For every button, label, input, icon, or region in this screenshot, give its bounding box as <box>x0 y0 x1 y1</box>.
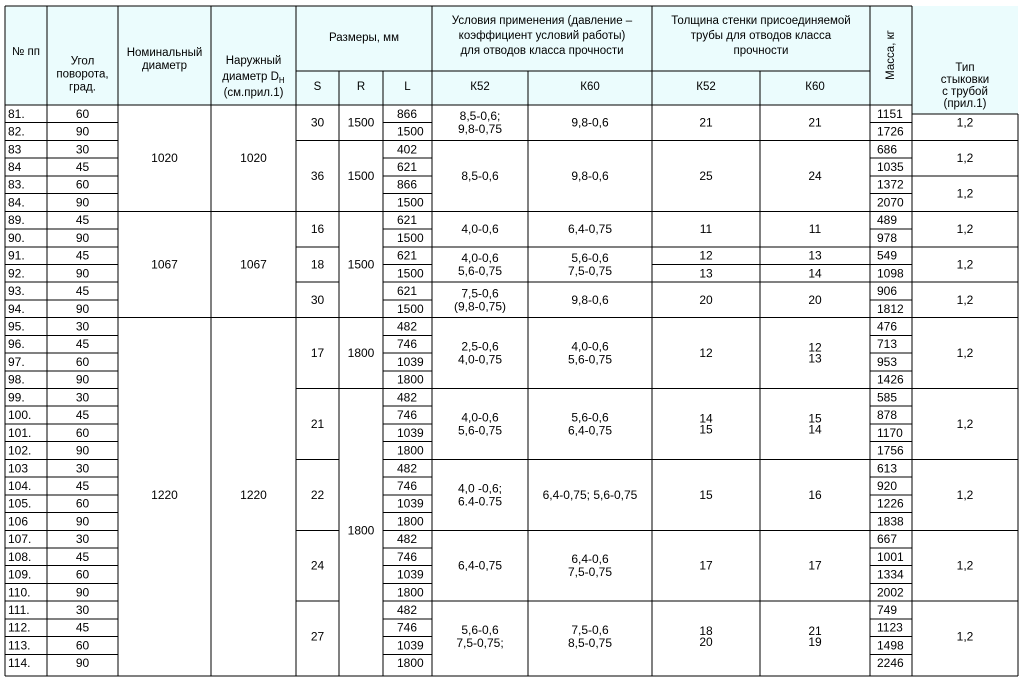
wall-k52: 18 <box>699 624 713 639</box>
row-mass: 713 <box>877 337 898 352</box>
radius-r: 1800 <box>347 346 375 361</box>
header-l: L <box>404 81 411 93</box>
joint-type: 1,2 <box>956 558 974 573</box>
condition-k60: 5,6-0,6 <box>571 250 609 265</box>
joint-type: 1,2 <box>956 487 974 502</box>
row-number: 97. <box>8 354 25 369</box>
row-mass: 1498 <box>877 638 904 653</box>
row-length: 746 <box>397 337 418 352</box>
row-mass: 906 <box>877 284 898 299</box>
row-mass: 1001 <box>877 549 904 564</box>
row-length: 1500 <box>397 124 424 139</box>
condition-k52: 8,5-0,6; <box>459 109 501 124</box>
row-mass: 585 <box>877 390 898 405</box>
row-mass: 1226 <box>877 496 904 511</box>
header-wall-k60: К60 <box>805 81 825 93</box>
wall-k60: 13 <box>808 351 822 366</box>
row-number: 104. <box>8 478 32 493</box>
wall-s: 21 <box>310 416 325 431</box>
wall-k60: 20 <box>808 292 822 307</box>
condition-k60: 6,4-0,75; 5,6-0,75 <box>542 487 638 502</box>
joint-type: 1,2 <box>956 346 974 361</box>
row-mass: 686 <box>877 142 898 157</box>
row-mass: 2070 <box>877 195 904 210</box>
joint-type: 1,2 <box>956 416 974 431</box>
row-mass: 667 <box>877 532 898 547</box>
row-angle: 90 <box>75 443 90 458</box>
wall-k52: 11 <box>699 222 713 237</box>
joint-type: 1,2 <box>956 257 974 272</box>
row-mass: 1372 <box>877 177 904 192</box>
wall-k52: 14 <box>699 411 713 426</box>
row-length: 621 <box>397 284 418 299</box>
row-length: 621 <box>397 160 418 175</box>
row-angle: 90 <box>75 124 90 139</box>
row-angle: 90 <box>75 230 90 245</box>
row-number: 102. <box>8 443 32 458</box>
row-length: 402 <box>397 142 418 157</box>
row-mass: 878 <box>877 408 898 423</box>
wall-k52: 12 <box>699 346 713 361</box>
radius-r: 1500 <box>347 168 375 183</box>
row-number: 81. <box>8 106 25 121</box>
header-wall-k52: К52 <box>696 81 716 93</box>
row-angle: 60 <box>75 567 90 582</box>
joint-type: 1,2 <box>956 186 974 201</box>
wall-k60: 21 <box>808 624 822 639</box>
row-angle: 90 <box>75 656 90 671</box>
row-number: 113. <box>8 638 31 653</box>
row-length: 1039 <box>397 425 424 440</box>
row-mass: 489 <box>877 213 898 228</box>
condition-k52: 7,5-0,75; <box>456 636 504 651</box>
row-mass: 1812 <box>877 301 904 316</box>
header-nominal-diameter: Номинальный <box>126 47 203 59</box>
row-angle: 60 <box>75 354 90 369</box>
row-number: 107. <box>8 532 32 547</box>
header-number: № пп <box>12 46 40 58</box>
row-angle: 30 <box>75 142 90 157</box>
row-number: 82. <box>8 124 25 139</box>
nominal-diameter: 1020 <box>151 151 178 166</box>
row-length: 1800 <box>397 656 424 671</box>
row-mass: 920 <box>877 478 898 493</box>
row-number: 83 <box>8 142 22 157</box>
row-mass: 1726 <box>877 124 904 139</box>
condition-k52: 6.4-0.75 <box>457 494 503 509</box>
row-mass: 1170 <box>877 425 903 440</box>
row-angle: 60 <box>75 106 90 121</box>
outer-diameter: 1220 <box>240 487 267 502</box>
row-length: 482 <box>397 390 418 405</box>
radius-r: 1500 <box>347 115 375 130</box>
condition-k60: 7,5-0,75 <box>567 565 613 580</box>
wall-k60: 24 <box>808 168 822 183</box>
row-length: 746 <box>397 549 418 564</box>
row-angle: 45 <box>75 549 90 564</box>
wall-s: 18 <box>310 257 325 272</box>
header-outer-diameter: Наружный <box>225 55 282 67</box>
wall-k52: 12 <box>699 248 713 263</box>
wall-k52: 20 <box>699 635 713 650</box>
condition-k60: 8,5-0,75 <box>567 636 613 651</box>
wall-k52: 15 <box>699 487 713 502</box>
wall-k60: 14 <box>808 266 822 281</box>
row-number: 91. <box>8 248 25 263</box>
row-angle: 45 <box>75 337 90 352</box>
condition-k60: 5,6-0,75 <box>567 352 613 367</box>
row-mass: 549 <box>877 248 898 263</box>
header-outer-diameter: (см.прил.1) <box>223 87 284 99</box>
wall-s: 24 <box>310 558 325 573</box>
row-mass: 978 <box>877 230 898 245</box>
condition-k52: 4,0-0,6 <box>461 410 499 425</box>
row-length: 866 <box>397 106 418 121</box>
header-sizes: Размеры, мм <box>329 32 399 44</box>
row-number: 94. <box>8 301 25 316</box>
row-length: 1500 <box>397 266 424 281</box>
row-mass: 953 <box>877 354 898 369</box>
row-mass: 1151 <box>877 106 903 121</box>
header-cond-k60: К60 <box>580 81 600 93</box>
row-number: 95. <box>8 319 25 334</box>
header-joint-type: стыковки <box>940 74 990 86</box>
condition-k52: 4,0-0,6 <box>461 222 499 237</box>
row-mass: 613 <box>877 461 898 476</box>
row-mass: 1756 <box>877 443 904 458</box>
row-number: 109. <box>8 567 32 582</box>
row-length: 1039 <box>397 567 424 582</box>
row-number: 100. <box>8 408 32 423</box>
condition-k60: 6,4-0,75 <box>567 423 613 438</box>
condition-k52: 5,6-0,75 <box>457 423 503 438</box>
row-angle: 90 <box>75 266 90 281</box>
header-conditions: Условия применения (давление – <box>451 15 633 27</box>
condition-k52: (9,8-0,75) <box>453 299 507 314</box>
wall-s: 17 <box>310 346 325 361</box>
row-number: 105. <box>8 496 32 511</box>
row-angle: 45 <box>75 248 90 263</box>
row-length: 1039 <box>397 638 424 653</box>
radius-r: 1500 <box>347 257 375 272</box>
row-length: 482 <box>397 319 418 334</box>
wall-k52: 21 <box>699 115 713 130</box>
wall-s: 30 <box>310 115 325 130</box>
row-length: 621 <box>397 248 418 263</box>
row-length: 482 <box>397 461 418 476</box>
wall-k60: 11 <box>808 222 822 237</box>
row-number: 101. <box>8 425 32 440</box>
joint-type: 1,2 <box>956 292 974 307</box>
header-wall-thickness: Толщина стенки присоединяемой <box>671 15 851 27</box>
row-mass: 476 <box>877 319 898 334</box>
joint-type: 1,2 <box>956 115 974 130</box>
condition-k52: 2,5-0,6 <box>461 339 499 354</box>
row-number: 90. <box>8 230 25 245</box>
header-wall-thickness: прочности <box>733 45 789 57</box>
row-length: 482 <box>397 603 418 618</box>
row-length: 1500 <box>397 301 424 316</box>
row-number: 89. <box>8 213 25 228</box>
outer-diameter: 1067 <box>240 257 267 272</box>
row-number: 106 <box>8 514 29 529</box>
row-angle: 90 <box>75 195 90 210</box>
row-number: 99. <box>8 390 25 405</box>
row-mass: 1838 <box>877 514 904 529</box>
wall-k60: 13 <box>808 248 822 263</box>
header-nominal-diameter: диаметр <box>141 60 188 72</box>
row-angle: 45 <box>75 213 90 228</box>
row-angle: 30 <box>75 603 90 618</box>
wall-k60: 12 <box>808 340 822 355</box>
row-number: 108. <box>8 549 32 564</box>
row-mass: 2002 <box>877 585 904 600</box>
row-length: 1500 <box>397 230 424 245</box>
header-angle: поворота, <box>56 68 109 81</box>
wall-k60: 17 <box>808 558 822 573</box>
row-length: 621 <box>397 213 418 228</box>
header-conditions: коэффициент условий работы) <box>458 30 626 42</box>
condition-k60: 4,0-0,6 <box>571 339 609 354</box>
condition-k52: 5,6-0,6 <box>461 623 499 638</box>
row-number: 96. <box>8 337 25 352</box>
condition-k52: 5,6-0,75 <box>457 263 503 278</box>
wall-s: 27 <box>310 629 325 644</box>
header-s: S <box>313 81 322 93</box>
row-number: 93. <box>8 284 25 299</box>
outer-diameter: 1020 <box>240 151 267 166</box>
row-number: 98. <box>8 372 25 387</box>
row-mass: 1426 <box>877 372 904 387</box>
header-angle: Угол <box>70 55 95 68</box>
row-mass: 749 <box>877 603 898 618</box>
header-conditions: для отводов класса прочности <box>460 45 624 57</box>
condition-k52: 4,0-0,75 <box>457 352 503 367</box>
header-mass: Масса, кг <box>885 30 897 80</box>
row-number: 114. <box>8 656 31 671</box>
row-length: 866 <box>397 177 418 192</box>
row-length: 1800 <box>397 372 424 387</box>
header-cond-k52: К52 <box>470 81 490 93</box>
row-angle: 45 <box>75 408 90 423</box>
wall-k52: 13 <box>699 266 713 281</box>
wall-k52: 17 <box>699 558 713 573</box>
row-number: 92. <box>8 266 25 281</box>
row-number: 84. <box>8 195 25 210</box>
condition-k60: 7,5-0,6 <box>571 623 609 638</box>
row-mass: 1098 <box>877 266 904 281</box>
header-joint-type: Тип <box>955 62 975 74</box>
row-number: 112. <box>8 620 31 635</box>
row-angle: 30 <box>75 319 90 334</box>
row-number: 110. <box>8 585 31 600</box>
joint-type: 1,2 <box>956 151 974 166</box>
row-mass: 1334 <box>877 567 904 582</box>
row-number: 84 <box>8 160 22 175</box>
row-angle: 45 <box>75 620 90 635</box>
joint-type: 1,2 <box>956 629 974 644</box>
condition-k60: 5,6-0,6 <box>571 410 609 425</box>
row-mass: 1123 <box>877 620 903 635</box>
joint-type: 1,2 <box>956 222 974 237</box>
condition-k52: 4,0 -0,6; <box>457 481 503 496</box>
row-angle: 30 <box>75 532 90 547</box>
row-angle: 60 <box>75 177 90 192</box>
row-length: 746 <box>397 478 418 493</box>
wall-k52: 25 <box>699 168 713 183</box>
row-length: 1039 <box>397 354 424 369</box>
condition-k60: 9,8-0,6 <box>571 115 609 130</box>
row-length: 746 <box>397 408 418 423</box>
row-number: 103 <box>8 461 29 476</box>
row-angle: 30 <box>75 461 90 476</box>
wall-k60: 19 <box>808 635 822 650</box>
condition-k52: 9,8-0,75 <box>457 122 503 137</box>
row-angle: 30 <box>75 390 90 405</box>
wall-k60: 16 <box>808 487 822 502</box>
row-number: 83. <box>8 177 25 192</box>
row-length: 1800 <box>397 585 424 600</box>
wall-s: 22 <box>310 487 325 502</box>
wall-k52: 15 <box>699 422 713 437</box>
row-length: 1500 <box>397 195 424 210</box>
header-joint-type: с трубой <box>942 86 988 98</box>
condition-k52: 4,0-0,6 <box>461 250 499 265</box>
wall-s: 30 <box>310 292 325 307</box>
condition-k60: 6,4-0,75 <box>567 222 613 237</box>
row-mass: 1035 <box>877 160 904 175</box>
condition-k52: 8,5-0,6 <box>461 168 499 183</box>
condition-k60: 7,5-0,75 <box>567 263 613 278</box>
radius-r: 1800 <box>347 523 375 538</box>
row-angle: 60 <box>75 638 90 653</box>
row-angle: 90 <box>75 514 90 529</box>
wall-k60: 21 <box>808 115 822 130</box>
row-angle: 90 <box>75 372 90 387</box>
wall-k60: 14 <box>808 422 822 437</box>
wall-k52: 20 <box>699 292 713 307</box>
row-number: 111. <box>8 603 30 618</box>
wall-s: 16 <box>310 222 325 237</box>
header-joint-type: (прил.1) <box>943 98 987 110</box>
row-length: 1800 <box>397 514 424 529</box>
condition-k52: 7,5-0,6 <box>461 286 499 301</box>
condition-k52: 6,4-0,75 <box>457 558 503 573</box>
row-angle: 90 <box>75 585 90 600</box>
wall-s: 36 <box>310 168 325 183</box>
row-angle: 45 <box>75 284 90 299</box>
header-wall-thickness: трубы для отводов класса <box>690 30 832 42</box>
condition-k60: 6,4-0,6 <box>571 552 609 567</box>
condition-k60: 9,8-0,6 <box>571 292 609 307</box>
nominal-diameter: 1067 <box>151 257 178 272</box>
wall-k60: 15 <box>808 411 822 426</box>
row-length: 482 <box>397 532 418 547</box>
row-angle: 45 <box>75 478 90 493</box>
nominal-diameter: 1220 <box>151 487 178 502</box>
row-angle: 60 <box>75 425 90 440</box>
row-length: 1039 <box>397 496 424 511</box>
header-outer-diameter: диаметр $D_H$ <box>222 71 285 85</box>
condition-k60: 9,8-0,6 <box>571 168 609 183</box>
row-mass: 2246 <box>877 656 904 671</box>
row-angle: 45 <box>75 160 90 175</box>
row-angle: 90 <box>75 301 90 316</box>
row-angle: 60 <box>75 496 90 511</box>
header-angle: град. <box>69 81 96 94</box>
row-length: 1800 <box>397 443 424 458</box>
row-length: 746 <box>397 620 418 635</box>
header-r: R <box>356 81 366 93</box>
